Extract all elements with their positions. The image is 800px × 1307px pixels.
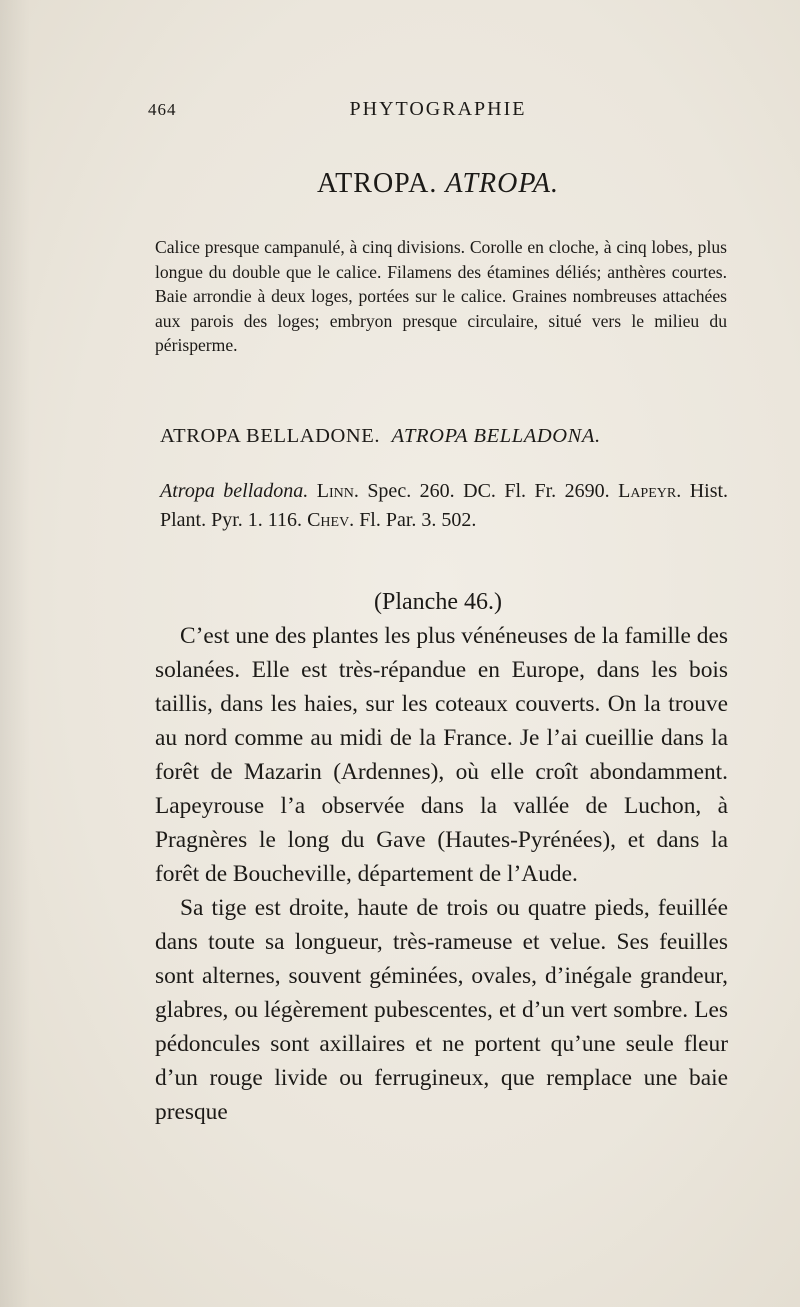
page-number: 464 xyxy=(148,100,177,119)
genus-latin-name: ATROPA. xyxy=(445,168,559,199)
synonymy-reference: Spec. 260. xyxy=(367,480,455,502)
synonymy-reference: Fl. Par. 3. 502. xyxy=(359,509,477,531)
synonymy-reference: DC. Fl. Fr. 2690. xyxy=(463,480,610,502)
species-latin-name: ATROPA BELLADONA. xyxy=(391,425,601,447)
body-paragraph: Sa tige est droite, haute de trois ou quatre pieds, feuillée dans toute sa longueur, très-rameuse et velue. Ses feuilles sont alternes, souvent géminées, ovales, d’inégale grandeur, glabres, ou légèrement pubescentes, et d’un vert sombre. Les pédoncules sont axillaires et ne portent qu’une seule fleur d’un rouge livide ou ferrugineux, que remplace une baie presque xyxy=(155,895,728,1125)
synonymy-author: Lapeyr. xyxy=(618,480,682,502)
synonymy-author: Linn. xyxy=(316,480,359,502)
genus-name: ATROPA. xyxy=(317,168,438,199)
synonymy-reference: Hist. Plant. Pyr. 1. 116. xyxy=(160,480,729,531)
species-heading xyxy=(160,425,728,448)
species-name: ATROPA BELLADONE. xyxy=(160,425,381,447)
body-paragraph: C’est une des plantes les plus vénéneuses de la famille des solanées. Elle est très-répandue en Europe, dans les bois taillis, dans les haies, sur les coteaux couverts. On la trouve au nord comme au midi de la France. Je l’ai cueillie dans la forêt de Mazarin (Ardennes), où elle croît abondamment. Lapeyrouse l’a observée dans la vallée de Luchon, à Pragnères le long du Gave (Hautes-Pyrénées), et dans la forêt de Boucheville, département de l’Aude. xyxy=(155,623,728,887)
page-gutter-shadow xyxy=(0,0,30,1307)
synonymy-binomial: Atropa belladona. xyxy=(160,480,309,502)
genus-description: Calice presque campanulé, à cinq divisions. Corolle en cloche, à cinq lobes, plus longue du double que le calice. Filamens des étamines déliés; anthères courtes. Baie arrondie à deux loges, portées sur le calice. Graines nombreuses attachées aux parois des loges; embryon presque circulaire, situé vers le milieu du périsperme. xyxy=(155,237,727,356)
synonymy xyxy=(160,477,728,535)
synonymy-author: Chev. xyxy=(307,509,355,531)
genus-heading xyxy=(148,168,728,200)
body-text xyxy=(155,619,728,1129)
running-title: PHYTOGRAPHIE xyxy=(349,98,527,120)
plate-reference: (Planche 46.) xyxy=(374,589,502,615)
page-header xyxy=(148,98,728,128)
